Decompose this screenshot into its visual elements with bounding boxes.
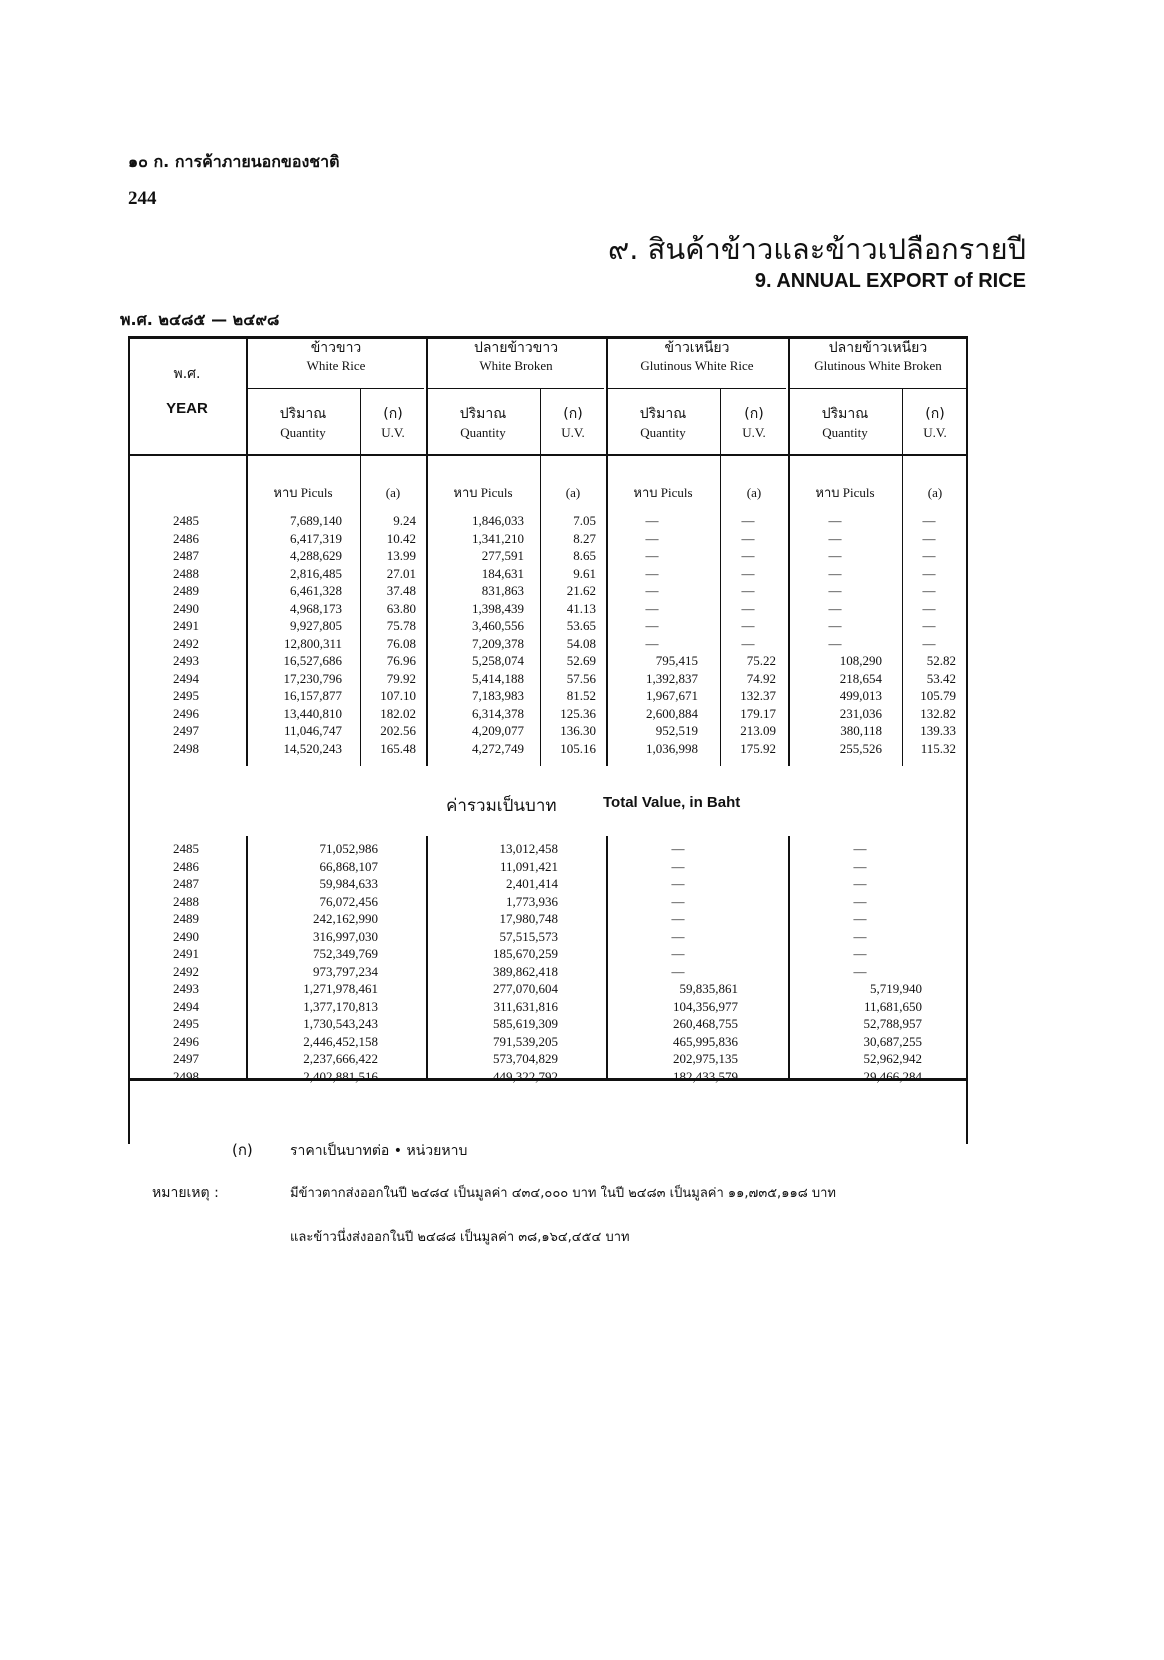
uv-header-english-2: U.V. bbox=[561, 425, 585, 440]
running-header: ๑๐ ก. การค้าภายนอกของชาติ bbox=[128, 152, 340, 171]
table-cell: — bbox=[853, 876, 867, 891]
table-cell: 2490 bbox=[173, 600, 199, 616]
table-cell: 465,995,836 bbox=[673, 1033, 738, 1049]
group-underline-2 bbox=[428, 388, 604, 389]
table-cell: 11,046,747 bbox=[283, 723, 342, 738]
table-cell: 9,927,805 bbox=[290, 618, 342, 633]
table-cell: 255,526 bbox=[839, 740, 882, 756]
table-cell: 7,183,983 bbox=[472, 688, 524, 703]
qty-header-thai-3: ปริมาณ bbox=[639, 406, 687, 422]
table-cell: 81.52 bbox=[566, 688, 596, 703]
table-cell: — bbox=[828, 635, 842, 651]
table-top-rule bbox=[128, 336, 968, 339]
table-cell: 2,816,485 bbox=[290, 565, 342, 581]
table-cell: 30,687,255 bbox=[863, 1033, 922, 1049]
table-cell: 2,402,881,516 bbox=[303, 1068, 378, 1084]
table-cell: 791,539,205 bbox=[493, 1033, 558, 1049]
table-cell: — bbox=[671, 876, 685, 891]
table-cell: 8.65 bbox=[573, 548, 596, 563]
table-cell: 13,440,810 bbox=[283, 705, 342, 721]
table-cell: — bbox=[741, 565, 755, 581]
table-cell: 2489 bbox=[173, 583, 199, 598]
table-cell: 585,619,309 bbox=[493, 1016, 558, 1031]
table-cell: 2498 bbox=[173, 740, 199, 756]
table-cell: 2493 bbox=[173, 653, 199, 668]
table-cell: 4,968,173 bbox=[290, 600, 342, 616]
group-underline-1 bbox=[248, 388, 424, 389]
table-cell: 76.96 bbox=[386, 653, 416, 668]
table-cell: 2495 bbox=[173, 1016, 199, 1031]
table-cell: 136.30 bbox=[560, 723, 596, 738]
val-rule-1 bbox=[246, 836, 248, 1078]
table-cell: 37.48 bbox=[386, 583, 416, 598]
table-cell: 104,356,977 bbox=[673, 998, 738, 1014]
table-cell: 13.99 bbox=[386, 548, 416, 563]
uv-unit-3: (a) bbox=[746, 485, 762, 500]
group-white-rice-english: White Rice bbox=[306, 358, 366, 373]
uv-header-thai-2: (ก) bbox=[563, 406, 583, 422]
table-cell: 316,997,030 bbox=[313, 928, 378, 944]
table-cell: 2491 bbox=[173, 946, 199, 961]
table-cell: — bbox=[645, 530, 659, 546]
table-cell: 52.82 bbox=[926, 653, 956, 668]
table-cell: 12,800,311 bbox=[283, 635, 342, 651]
table-cell: 132.37 bbox=[740, 688, 776, 703]
table-cell: 182,433,579 bbox=[673, 1068, 738, 1084]
table-cell: 11,091,421 bbox=[499, 858, 558, 874]
table-cell: 41.13 bbox=[566, 600, 596, 616]
table-cell: — bbox=[645, 618, 659, 633]
table-cell: 3,460,556 bbox=[472, 618, 524, 633]
table-cell: 165.48 bbox=[380, 740, 416, 756]
header-bottom-rule bbox=[128, 454, 968, 456]
table-cell: 4,209,077 bbox=[472, 723, 524, 738]
table-cell: 2497 bbox=[173, 723, 199, 738]
table-cell: 1,341,210 bbox=[472, 530, 524, 546]
table-cell: 260,468,755 bbox=[673, 1016, 738, 1031]
table-cell: 8.27 bbox=[573, 530, 596, 546]
table-cell: 10.42 bbox=[386, 530, 416, 546]
table-cell: 108,290 bbox=[839, 653, 882, 668]
table-cell: 218,654 bbox=[839, 670, 882, 686]
table-cell: 17,980,748 bbox=[499, 911, 558, 926]
table-cell: 9.61 bbox=[573, 565, 596, 581]
table-cell: — bbox=[922, 618, 936, 633]
table-cell: 202,975,135 bbox=[673, 1051, 738, 1066]
table-cell: 13,012,458 bbox=[499, 841, 558, 856]
total-value-heading-thai: ค่ารวมเป็นบาท bbox=[446, 796, 557, 816]
table-cell: — bbox=[645, 635, 659, 651]
table-cell: 6,417,319 bbox=[290, 530, 342, 546]
table-cell: 59,984,633 bbox=[319, 876, 378, 891]
glutinous-uv-column bbox=[720, 512, 776, 757]
table-cell: — bbox=[922, 548, 936, 563]
table-cell: 14,520,243 bbox=[283, 740, 342, 756]
qty-header-thai-2: ปริมาณ bbox=[459, 406, 507, 422]
table-cell: 16,527,686 bbox=[283, 653, 342, 668]
table-cell: — bbox=[828, 548, 842, 563]
table-cell: 107.10 bbox=[380, 688, 416, 703]
table-cell: 52.69 bbox=[566, 653, 596, 668]
table-cell: — bbox=[853, 911, 867, 926]
table-cell: 21.62 bbox=[566, 583, 596, 598]
white-broken-uv-column bbox=[540, 512, 596, 757]
glutinous-broken-qty-column bbox=[788, 512, 882, 757]
notes-line-1: มีข้าวตากส่งออกในปี ๒๔๘๔ เป็นมูลค่า ๔๓๔,๐๐๐ บาท ในปี ๒๔๘๓ เป็นมูลค่า ๑๑,๗๓๕,๑๑๘ บาท bbox=[290, 1186, 836, 1201]
table-cell: — bbox=[741, 583, 755, 598]
table-cell: 75.22 bbox=[746, 653, 776, 668]
table-cell: 1,846,033 bbox=[472, 513, 524, 528]
table-cell: 1,773,936 bbox=[506, 893, 558, 909]
glutinous-broken-uv-column bbox=[902, 512, 956, 757]
table-cell: — bbox=[645, 565, 659, 581]
table-cell: — bbox=[741, 600, 755, 616]
group-glutinous-english: Glutinous White Rice bbox=[640, 358, 754, 373]
table-cell: 75.78 bbox=[386, 618, 416, 633]
table-cell: 2498 bbox=[173, 1068, 199, 1084]
table-cell: 59,835,861 bbox=[679, 981, 738, 996]
table-cell: 1,398,439 bbox=[472, 600, 524, 616]
uv-header-thai-1: (ก) bbox=[383, 406, 403, 422]
table-cell: — bbox=[741, 548, 755, 563]
table-cell: 105.79 bbox=[920, 688, 956, 703]
table-cell: — bbox=[853, 946, 867, 961]
notes-label: หมายเหตุ : bbox=[152, 1185, 219, 1201]
table-cell: 2,401,414 bbox=[506, 876, 558, 891]
uv-unit-4: (a) bbox=[927, 485, 943, 500]
table-cell: — bbox=[828, 583, 842, 598]
table-cell: 2493 bbox=[173, 981, 199, 996]
table-cell: 74.92 bbox=[746, 670, 776, 686]
table-cell: 2494 bbox=[173, 998, 199, 1014]
period-range: พ.ศ. ๒๔๘๕ — ๒๔๙๘ bbox=[120, 310, 280, 329]
table-cell: 76,072,456 bbox=[319, 893, 378, 909]
table-right-rule bbox=[966, 336, 968, 1144]
table-cell: — bbox=[828, 618, 842, 633]
table-cell: — bbox=[645, 548, 659, 563]
table-cell: 5,258,074 bbox=[472, 653, 524, 668]
glutinous-broken-value-column bbox=[798, 840, 922, 1085]
table-cell: 449,322,792 bbox=[493, 1068, 558, 1084]
table-cell: 1,377,170,813 bbox=[303, 998, 378, 1014]
table-cell: 2489 bbox=[173, 911, 199, 926]
table-cell: — bbox=[922, 565, 936, 581]
table-cell: 2485 bbox=[173, 513, 199, 528]
table-cell: 7,209,378 bbox=[472, 635, 524, 651]
table-cell: — bbox=[828, 513, 842, 528]
table-cell: 7,689,140 bbox=[290, 513, 342, 528]
footnote-a-marker: (ก) bbox=[232, 1141, 253, 1159]
table-cell: — bbox=[922, 583, 936, 598]
table-cell: 5,719,940 bbox=[870, 981, 922, 996]
year-header-english: YEAR bbox=[166, 400, 208, 417]
table-cell: — bbox=[671, 963, 685, 979]
table-cell: — bbox=[741, 513, 755, 528]
table-cell: 7.05 bbox=[573, 513, 596, 528]
table-cell: 66,868,107 bbox=[319, 858, 378, 874]
uv-header-english-1: U.V. bbox=[381, 425, 405, 440]
table-cell: 2495 bbox=[173, 688, 199, 703]
table-cell: — bbox=[922, 600, 936, 616]
table-cell: 2485 bbox=[173, 841, 199, 856]
table-cell: 11,681,650 bbox=[863, 998, 922, 1014]
notes-line-2: และข้าวนึ่งส่งออกในปี ๒๔๘๘ เป็นมูลค่า ๓๘,๑๖๔,๔๕๔ บาท bbox=[290, 1230, 630, 1245]
table-cell: 17,230,796 bbox=[283, 670, 342, 686]
uv-header-thai-4: (ก) bbox=[925, 406, 945, 422]
table-cell: — bbox=[645, 600, 659, 616]
table-cell: — bbox=[671, 893, 685, 909]
table-cell: 2491 bbox=[173, 618, 199, 633]
table-cell: 52,788,957 bbox=[863, 1016, 922, 1031]
unit-label-4: หาบ Piculs bbox=[815, 485, 875, 500]
qty-header-english-1: Quantity bbox=[280, 425, 326, 440]
table-cell: 115.32 bbox=[920, 740, 956, 756]
qty-header-english-3: Quantity bbox=[640, 425, 686, 440]
table-cell: 29,466,284 bbox=[863, 1068, 922, 1084]
table-cell: 52,962,942 bbox=[863, 1051, 922, 1066]
qty-header-thai-4: ปริมาณ bbox=[821, 406, 869, 422]
table-cell: 2490 bbox=[173, 928, 199, 944]
table-cell: — bbox=[671, 858, 685, 874]
table-cell: 231,036 bbox=[839, 705, 882, 721]
rice-export-table bbox=[128, 336, 1022, 1144]
footnote-a-text: ราคาเป็นบาทต่อ • หน่วยหาบ bbox=[290, 1143, 468, 1159]
table-cell: — bbox=[922, 635, 936, 651]
table-cell: 202.56 bbox=[380, 723, 416, 738]
table-cell: — bbox=[671, 928, 685, 944]
table-cell: 76.08 bbox=[386, 635, 416, 651]
group-glutinous-broken-thai: ปลายข้าวเหนียว bbox=[828, 340, 928, 356]
table-cell: 182.02 bbox=[380, 705, 416, 721]
table-cell: 1,967,671 bbox=[646, 688, 698, 703]
table-cell: 831,863 bbox=[481, 583, 524, 598]
qty-header-english-4: Quantity bbox=[822, 425, 868, 440]
table-cell: 2494 bbox=[173, 670, 199, 686]
table-cell: 2488 bbox=[173, 893, 199, 909]
table-cell: 132.82 bbox=[920, 705, 956, 721]
table-cell: 2487 bbox=[173, 548, 199, 563]
table-cell: — bbox=[645, 513, 659, 528]
table-cell: — bbox=[671, 841, 685, 856]
table-cell: 4,288,629 bbox=[290, 548, 342, 563]
group-white-broken-thai: ปลายข้าวขาว bbox=[473, 340, 559, 356]
table-cell: 4,272,749 bbox=[472, 740, 524, 756]
val-rule-3 bbox=[606, 836, 608, 1078]
group-white-broken-english: White Broken bbox=[479, 358, 553, 373]
table-cell: 311,631,816 bbox=[493, 998, 558, 1014]
group-white-rice-thai: ข้าวขาว bbox=[310, 340, 362, 356]
white-rice-value-column bbox=[268, 840, 378, 1085]
table-cell: 1,271,978,461 bbox=[303, 981, 378, 996]
table-cell: 105.16 bbox=[560, 740, 596, 756]
white-broken-qty-column bbox=[426, 512, 524, 757]
table-cell: 2492 bbox=[173, 635, 199, 651]
uv-unit-1: (a) bbox=[385, 485, 401, 500]
table-cell: 2,600,884 bbox=[646, 705, 698, 721]
table-cell: — bbox=[853, 841, 867, 856]
table-cell: — bbox=[671, 946, 685, 961]
unit-label-1: หาบ Piculs bbox=[273, 485, 333, 500]
table-cell: 1,730,543,243 bbox=[303, 1016, 378, 1031]
table-cell: 79.92 bbox=[386, 670, 416, 686]
table-cell: 952,519 bbox=[655, 723, 698, 738]
uv-header-english-4: U.V. bbox=[923, 425, 947, 440]
table-cell: 175.92 bbox=[740, 740, 776, 756]
table-cell: 57.56 bbox=[566, 670, 596, 686]
table-cell: — bbox=[922, 530, 936, 546]
table-cell: 6,461,328 bbox=[290, 583, 342, 598]
years-column bbox=[138, 512, 234, 757]
unit-label-2: หาบ Piculs bbox=[453, 485, 513, 500]
table-cell: 139.33 bbox=[920, 723, 956, 738]
table-cell: 54.08 bbox=[566, 635, 596, 651]
table-cell: 9.24 bbox=[393, 513, 416, 528]
table-cell: — bbox=[828, 565, 842, 581]
table-cell: 53.65 bbox=[566, 618, 596, 633]
uv-unit-2: (a) bbox=[565, 485, 581, 500]
table-cell: 1,036,998 bbox=[646, 740, 698, 756]
table-cell: 27.01 bbox=[386, 565, 416, 581]
qty-header-thai-1: ปริมาณ bbox=[279, 406, 327, 422]
table-cell: 2497 bbox=[173, 1051, 199, 1066]
val-rule-2 bbox=[426, 836, 428, 1078]
table-cell: 2492 bbox=[173, 963, 199, 979]
table-cell: 53.42 bbox=[926, 670, 956, 686]
uv-header-thai-3: (ก) bbox=[744, 406, 764, 422]
table-cell: 2,237,666,422 bbox=[303, 1051, 378, 1066]
table-cell: 380,118 bbox=[840, 723, 882, 738]
table-cell: 5,414,188 bbox=[472, 670, 524, 686]
white-broken-value-column bbox=[438, 840, 558, 1085]
table-cell: 6,314,378 bbox=[472, 705, 524, 721]
table-cell: — bbox=[853, 858, 867, 874]
table-cell: — bbox=[853, 963, 867, 979]
table-cell: — bbox=[853, 928, 867, 944]
group-underline-4 bbox=[790, 388, 966, 389]
table-cell: — bbox=[828, 530, 842, 546]
table-cell: — bbox=[853, 893, 867, 909]
table-cell: — bbox=[741, 635, 755, 651]
table-cell: 1,392,837 bbox=[646, 670, 698, 686]
table-title-english: 9. ANNUAL EXPORT of RICE bbox=[754, 270, 1026, 292]
table-cell: 973,797,234 bbox=[313, 963, 378, 979]
table-cell: 125.36 bbox=[560, 705, 596, 721]
table-cell: — bbox=[828, 600, 842, 616]
page-number: 244 bbox=[128, 188, 157, 209]
table-cell: 242,162,990 bbox=[313, 911, 378, 926]
table-cell: — bbox=[671, 911, 685, 926]
table-cell: — bbox=[645, 583, 659, 598]
white-rice-uv-column bbox=[360, 512, 416, 757]
group-underline-3 bbox=[608, 388, 786, 389]
table-cell: 389,862,418 bbox=[493, 963, 558, 979]
table-cell: 179.17 bbox=[740, 705, 776, 721]
table-cell: 752,349,769 bbox=[313, 946, 378, 961]
glutinous-value-column bbox=[618, 840, 738, 1085]
table-cell: 573,704,829 bbox=[493, 1051, 558, 1066]
table-cell: 184,631 bbox=[481, 565, 524, 581]
table-cell: 63.80 bbox=[386, 600, 416, 616]
table-cell: 2486 bbox=[173, 858, 199, 874]
qty-header-english-2: Quantity bbox=[460, 425, 506, 440]
val-rule-4 bbox=[788, 836, 790, 1078]
year-header-thai: พ.ศ. bbox=[173, 366, 201, 382]
table-left-rule bbox=[128, 336, 130, 1144]
value-years-column bbox=[138, 840, 234, 1085]
group-glutinous-thai: ข้าวเหนียว bbox=[664, 340, 730, 356]
table-title-thai: ๙. สินค้าข้าวและข้าวเปลือกรายปี bbox=[607, 232, 1026, 266]
table-cell: 185,670,259 bbox=[493, 946, 558, 961]
table-cell: — bbox=[922, 513, 936, 528]
table-cell: 499,013 bbox=[839, 688, 882, 703]
table-cell: 2496 bbox=[173, 705, 199, 721]
white-rice-qty-column bbox=[246, 512, 342, 757]
total-value-heading-english: Total Value, in Baht bbox=[603, 794, 741, 811]
table-cell: 57,515,573 bbox=[499, 928, 558, 944]
group-glutinous-broken-english: Glutinous White Broken bbox=[814, 358, 942, 373]
unit-label-3: หาบ Piculs bbox=[633, 485, 693, 500]
table-cell: 2486 bbox=[173, 530, 199, 546]
table-cell: 2488 bbox=[173, 565, 199, 581]
table-cell: 16,157,877 bbox=[283, 688, 342, 703]
table-cell: 795,415 bbox=[655, 653, 698, 668]
table-cell: 277,070,604 bbox=[493, 981, 558, 996]
table-cell: 277,591 bbox=[481, 548, 524, 563]
table-cell: 213.09 bbox=[740, 723, 776, 738]
glutinous-qty-column bbox=[606, 512, 698, 757]
table-cell: — bbox=[741, 618, 755, 633]
table-cell: 2487 bbox=[173, 876, 199, 891]
table-cell: 2496 bbox=[173, 1033, 199, 1049]
table-cell: 71,052,986 bbox=[319, 841, 378, 856]
table-cell: — bbox=[741, 530, 755, 546]
table-cell: 2,446,452,158 bbox=[303, 1033, 378, 1049]
uv-header-english-3: U.V. bbox=[742, 425, 766, 440]
